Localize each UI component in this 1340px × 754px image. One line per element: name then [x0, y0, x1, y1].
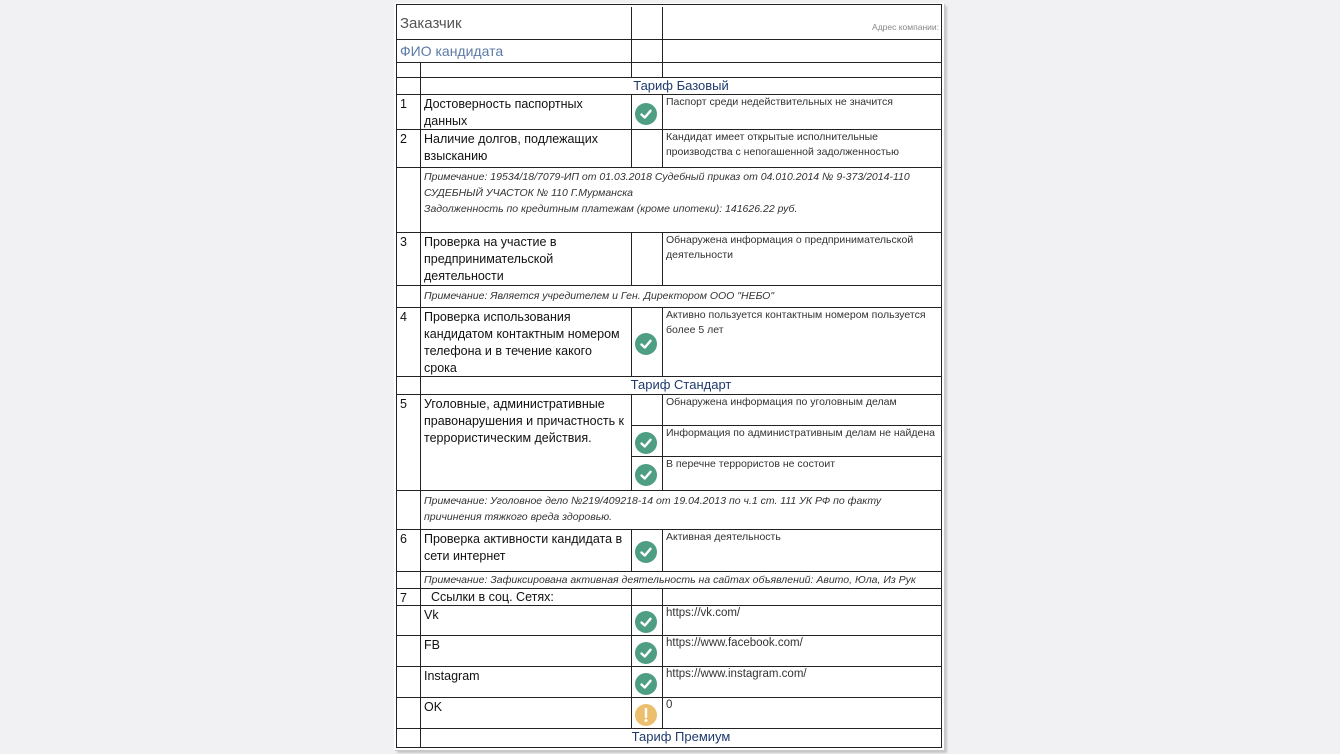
check-label: Проверка активности кандидата в сети интернет	[421, 530, 632, 572]
check-number: 6	[397, 530, 421, 572]
status-cell	[632, 606, 663, 636]
num-cell-empty	[397, 168, 421, 233]
check-number: 2	[397, 130, 421, 168]
status-cell	[632, 426, 663, 457]
check-note: Примечание: Уголовное дело №219/409218-14 от 19.04.2013 по ч.1 ст. 111 УК РФ по факту причинения тяжкого вреда здоровью.	[421, 491, 941, 530]
social-network-name: FB	[421, 636, 632, 667]
report-table	[396, 4, 942, 748]
check-note: Примечание: Зафиксирована активная деятельность на сайтах объявлений: Авито, Юла, Из Рук	[421, 572, 941, 589]
check-result: Обнаружена информация о предпринимательской деятельности	[663, 233, 941, 286]
social-link: 0	[663, 698, 941, 729]
status-cell	[632, 636, 663, 667]
check-label: Проверка использования кандидатом контактным номером телефона и в течение какого срока	[421, 308, 632, 377]
status-cell	[632, 589, 663, 606]
status-cell	[632, 698, 663, 729]
status-cell	[632, 457, 663, 491]
check-label: Проверка на участие в предпринимательской деятельности	[421, 233, 632, 286]
social-link[interactable]: https://www.facebook.com/	[663, 636, 941, 667]
check-circle-icon	[635, 541, 657, 563]
status-cell	[632, 233, 663, 286]
check-circle-icon	[635, 432, 657, 454]
candidate-name-label: ФИО кандидата	[397, 40, 632, 63]
report-page	[394, 3, 944, 750]
status-cell	[632, 308, 663, 377]
cross-circle-icon	[635, 139, 657, 161]
num-cell-empty	[397, 377, 421, 395]
num-cell-empty	[397, 491, 421, 530]
company-address-label: Адрес компании:	[663, 7, 941, 40]
check-note: Примечание: Является учредителем и Ген. Директором ООО "НЕБО"	[421, 286, 941, 308]
check-result: Кандидат имеет открытые исполнительные производства с непогашенной задолженностью	[663, 130, 941, 168]
tariff-premium-heading: Тариф Премиум	[631, 729, 731, 744]
check-number: 5	[397, 395, 421, 491]
num-cell-empty	[397, 286, 421, 308]
num-cell-empty	[397, 636, 421, 667]
check-circle-icon	[635, 103, 657, 125]
num-cell-empty	[397, 572, 421, 589]
header-spacer	[632, 40, 663, 63]
social-network-name: Instagram	[421, 667, 632, 698]
check-circle-icon	[635, 673, 657, 695]
check-number: 3	[397, 233, 421, 286]
empty-cell	[663, 63, 941, 78]
check-subresult: В перечне террористов не состоит	[663, 457, 941, 491]
candidate-name-value	[663, 40, 941, 63]
status-cell	[632, 667, 663, 698]
check-result: Активная деятельность	[663, 530, 941, 572]
check-number: 4	[397, 308, 421, 377]
check-label: Наличие долгов, подлежащих взысканию	[421, 130, 632, 168]
status-cell	[632, 395, 663, 426]
check-note	[421, 168, 941, 233]
empty-cell	[663, 589, 941, 606]
exclamation-circle-icon	[635, 704, 657, 726]
status-cell	[632, 530, 663, 572]
note-line: СУДЕБНЫЙ УЧАСТОК № 110 Г.Мурманска	[424, 187, 634, 199]
status-cell	[632, 95, 663, 130]
tariff-standard-heading: Тариф Стандарт	[421, 377, 941, 395]
check-circle-icon	[635, 642, 657, 664]
check-label: Уголовные, административные правонарушения и причастность к террористическим действия.	[421, 395, 632, 491]
check-label: Достоверность паспортных данных	[421, 95, 632, 130]
num-cell-empty	[397, 78, 421, 95]
num-cell-empty	[397, 667, 421, 698]
check-subresult: Обнаружена информация по уголовным делам	[663, 395, 941, 426]
social-network-name: OK	[421, 698, 632, 729]
social-link[interactable]: https://vk.com/	[663, 606, 941, 636]
check-result: Паспорт среди недействительных не значится	[663, 95, 941, 130]
check-circle-icon	[635, 464, 657, 486]
empty-cell	[421, 63, 632, 78]
social-network-name: Vk	[421, 606, 632, 636]
status-cell	[632, 130, 663, 168]
num-cell-empty	[397, 729, 421, 748]
customer-label: Заказчик	[397, 7, 632, 40]
social-link[interactable]: https://www.instagram.com/	[663, 667, 941, 698]
check-circle-icon	[635, 333, 657, 355]
cross-circle-icon	[635, 401, 657, 423]
check-subresult: Информация по административным делам не найдена	[663, 426, 941, 457]
check-label: Ссылки в соц. Сетях:	[421, 589, 632, 606]
check-number: 7	[397, 589, 421, 606]
tariff-basic-heading: Тариф Базовый	[421, 78, 941, 95]
check-result: Активно пользуется контактным номером пользуется более 5 лет	[663, 308, 941, 377]
num-cell-empty	[397, 606, 421, 636]
num-cell-empty	[397, 63, 421, 78]
num-cell-empty	[397, 698, 421, 729]
cross-circle-icon	[635, 250, 657, 272]
check-circle-icon	[635, 611, 657, 633]
header-spacer	[632, 7, 663, 40]
check-number: 1	[397, 95, 421, 130]
note-line: Примечание: 19534/18/7079-ИП от 01.03.2018 Судебный приказ от 04.010.2014 № 9-373/2014-110	[424, 171, 910, 183]
empty-cell	[632, 63, 663, 78]
note-line: Задолженность по кредитным платежам (кроме ипотеки): 141626.22 руб.	[424, 203, 798, 215]
